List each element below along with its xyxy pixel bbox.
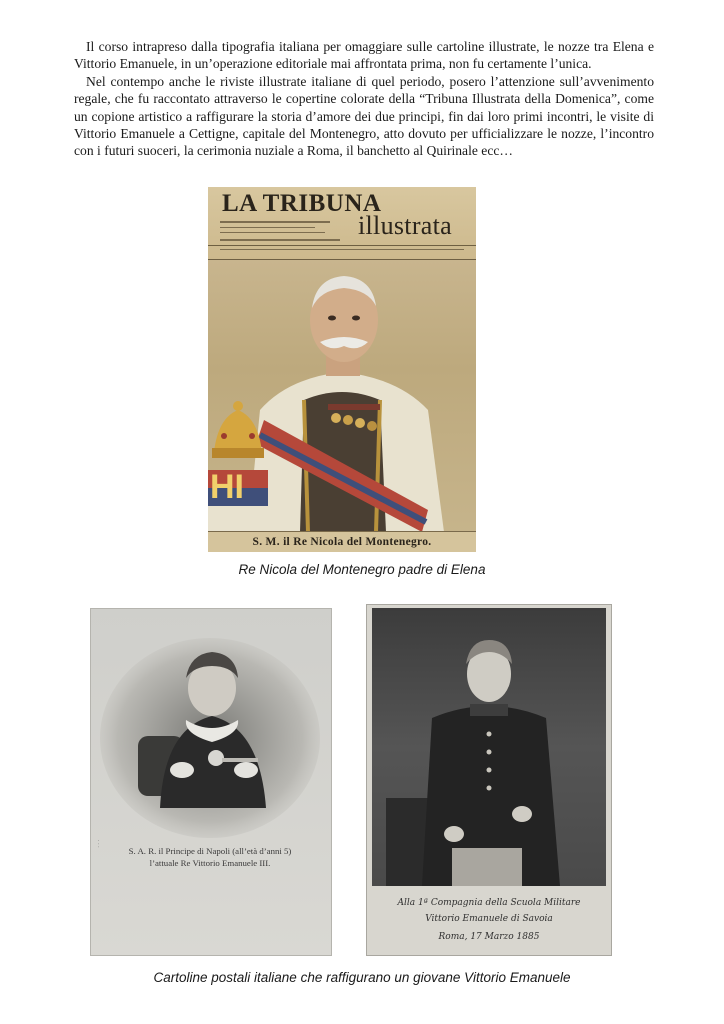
king-nicola-portrait <box>208 260 476 532</box>
child-portrait <box>90 608 332 838</box>
postcard-right-handwriting-1: Alla 1ª Compagnia della Scuola Militare <box>397 898 581 908</box>
paragraph-2: Nel contempo anche le riviste illustrate italiane di quel periodo, posero l’attenzione sull’avvenimento regale, che fu raccontato attraverso le copertine colorate della “Tribuna Illustrata della Domenica”, come un copione artistico a raffigurare la storia d’amore dei due principi, fin dai loro primi incontri, le visite di Vittorio Emanuele a Cettigne, capitale del Montenegro, atto dovuto per ufficializzare le nozze, l’incontro con i futuri suoceri, la cerimonia nuziale a Roma, il banchetto al Quirinale ecc… <box>74 73 654 159</box>
cover-portrait <box>208 260 476 532</box>
cover-masthead <box>208 187 476 260</box>
postcard-child-prince <box>90 608 332 956</box>
cover-caption: S. M. il Re Nicola del Montenegro. <box>208 531 476 552</box>
figure-caption-2: Cartoline postali italiane che raffigurano un giovane Vittorio Emanuele <box>153 970 571 985</box>
cover-subtitle: illustrata <box>358 211 452 240</box>
postcard-right-handwriting-3: Roma, 17 Marzo 1885 <box>438 932 540 942</box>
svg-text:HI: HI <box>210 468 244 506</box>
young-prince-photo <box>372 608 606 886</box>
postcard-young-prince <box>366 604 612 956</box>
postcard-left-caption-line-2: l’attuale Re Vittorio Emanuele III. <box>149 858 271 868</box>
postcard-publisher-mark: · · · <box>96 840 102 848</box>
postcard-right-handwriting-2: Vittorio Emanuele di Savoia <box>425 914 553 924</box>
cover-title: LA TRIBUNA <box>222 190 382 217</box>
tribuna-cover-image <box>208 187 476 552</box>
postcard-left-caption-line-1: S. A. R. il Principe di Napoli (all’età d’anni 5) <box>128 846 292 856</box>
body-text <box>74 38 654 160</box>
crown-icon <box>212 401 264 458</box>
paragraph-1: Il corso intrapreso dalla tipografia italiana per omaggiare sulle cartoline illustrate, le nozze tra Elena e Vittorio Emanuele, in un’operazione editoriale mai affrontata prima, non fu certamente l’unica. <box>74 39 654 72</box>
postcard-left-caption <box>110 845 310 869</box>
figure-caption-1: Re Nicola del Montenegro padre di Elena <box>238 562 486 577</box>
